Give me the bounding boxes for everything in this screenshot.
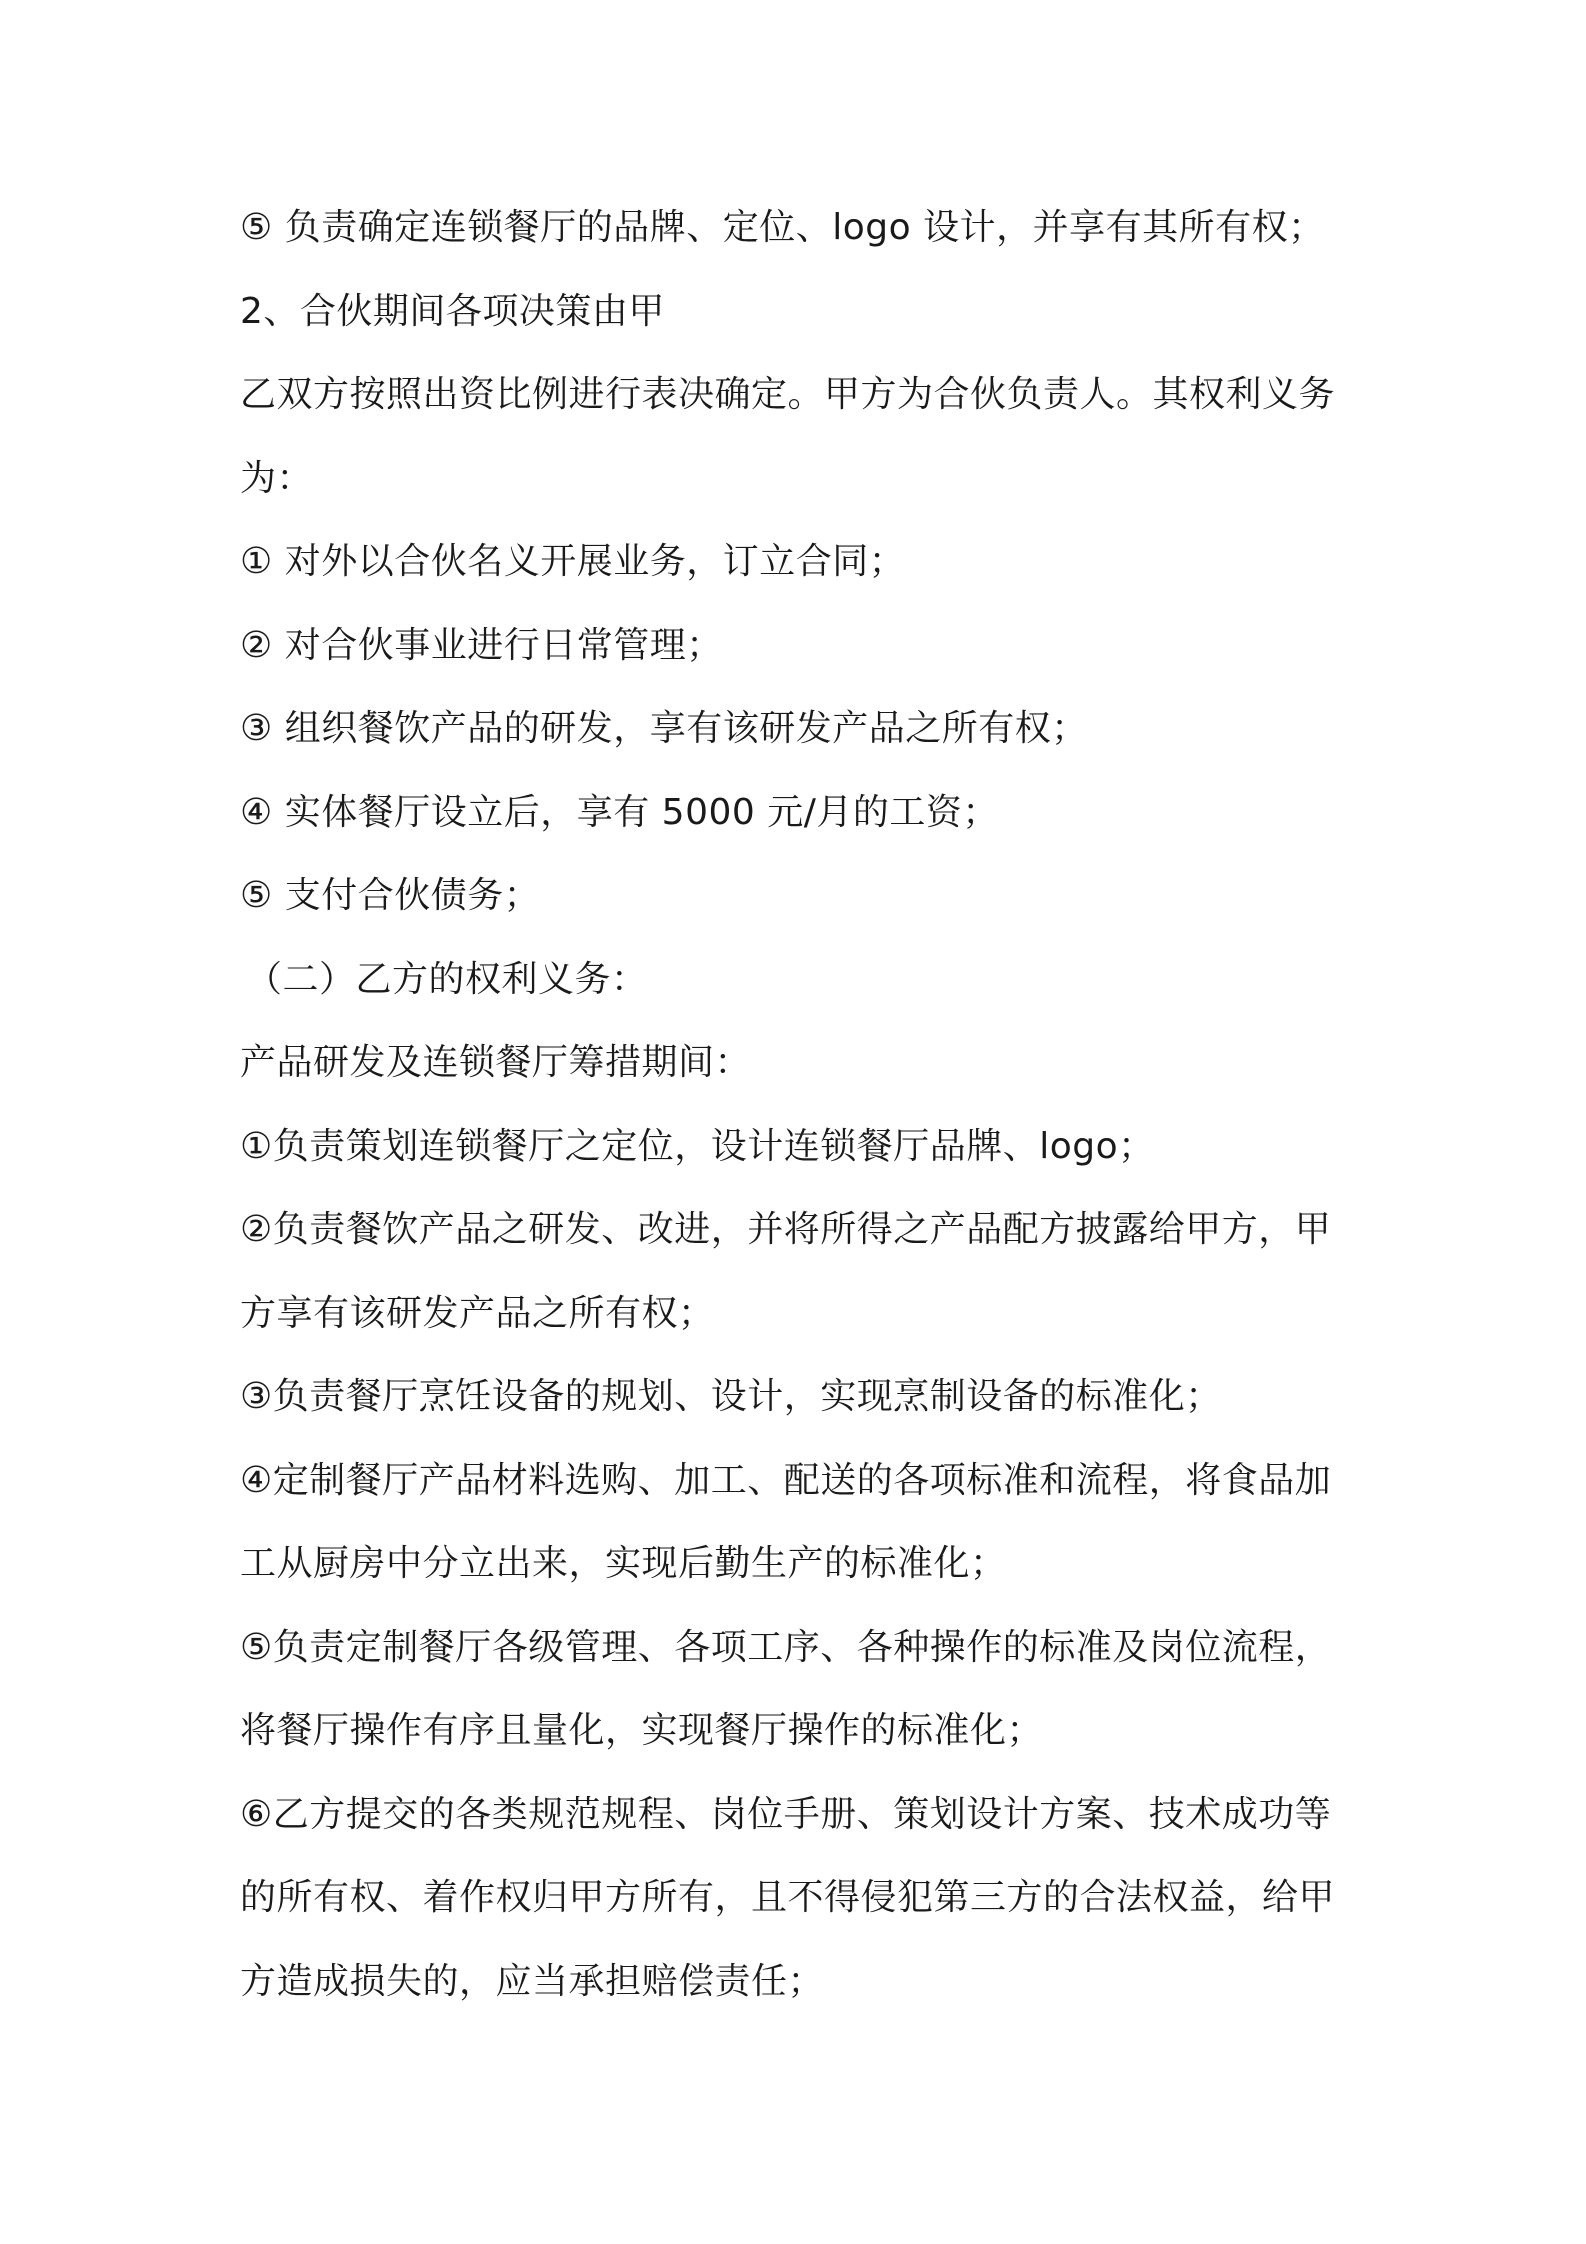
text-line: 将餐厅操作有序且量化，实现餐厅操作的标准化； xyxy=(240,1710,1044,1751)
text-line: 为： xyxy=(240,457,314,499)
text-line: 工从厨房中分立出来，实现后勤生产的标准化； xyxy=(240,1543,1007,1584)
text-line: ⑥乙方提交的各类规范规程、岗位手册、策划设计方案、技术成功等 xyxy=(240,1793,1332,1835)
text-line: 2、合伙期间各项决策由甲 xyxy=(240,290,665,332)
text-line: ⑤负责定制餐厅各级管理、各项工序、各种操作的标准及岗位流程， xyxy=(240,1626,1332,1668)
text-line: ④定制餐厅产品材料选购、加工、配送的各项标准和流程，将食品加 xyxy=(240,1459,1332,1501)
text-line: 的所有权、着作权归甲方所有，且不得侵犯第三方的合法权益，给甲 xyxy=(240,1877,1336,1918)
text-line: 方享有该研发产品之所有权； xyxy=(240,1292,715,1334)
text-line: 方造成损失的，应当承担赔偿责任； xyxy=(240,1960,825,2002)
text-line: ①负责策划连锁餐厅之定位，设计连锁餐厅品牌、logo； xyxy=(240,1125,1155,1167)
text-line: ⑤ 支付合伙债务； xyxy=(240,875,541,916)
text-line: ② 对合伙事业进行日常管理； xyxy=(240,624,723,666)
text-line: 产品研发及连锁餐厅筹措期间： xyxy=(240,1042,752,1083)
document-body xyxy=(240,200,1360,2037)
text-line: ③ 组织餐饮产品的研发，享有该研发产品之所有权； xyxy=(240,708,1088,749)
text-line: ⑤ 负责确定连锁餐厅的品牌、定位、logo 设计，并享有其所有权； xyxy=(240,207,1325,248)
text-line: ① 对外以合伙名义开展业务，订立合同； xyxy=(240,541,906,582)
section-heading: （二）乙方的权利义务： xyxy=(246,958,648,1000)
text-line: ④ 实体餐厅设立后，享有 5000 元/月的工资； xyxy=(240,791,999,833)
text-line: 乙双方按照出资比例进行表决确定。甲方为合伙负责人。其权利义务 xyxy=(240,374,1336,415)
text-line: ③负责餐厅烹饪设备的规划、设计，实现烹制设备的标准化； xyxy=(240,1376,1222,1417)
text-line: ②负责餐饮产品之研发、改进，并将所得之产品配方披露给甲方，甲 xyxy=(240,1209,1332,1250)
